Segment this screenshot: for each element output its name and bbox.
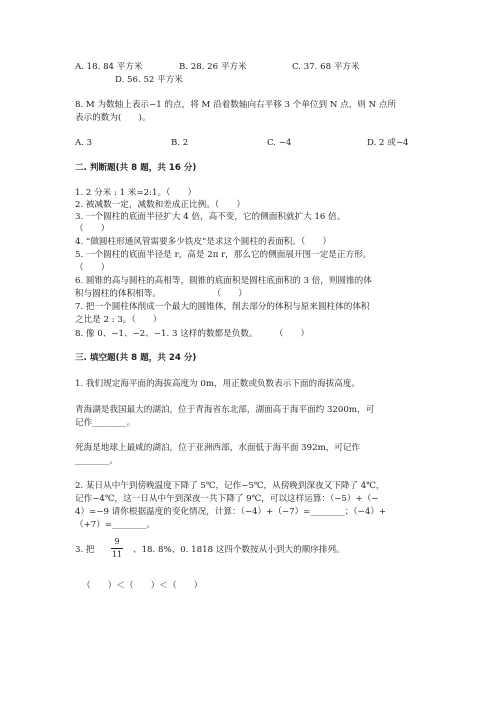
judge-item: 1. 2 分米 : 1 米=2:1。（ ）: [75, 188, 197, 198]
fill-question-1-part-1-blank: 记作________。: [75, 418, 136, 428]
option-b: B. 28. 26 平方米: [179, 62, 247, 72]
fill-question-3-prefix: 3. 把: [75, 545, 95, 555]
judge-item-cont: 之比是 2 : 3。（ ）: [75, 315, 162, 325]
judge-item: 2. 被减数一定，减数和差成正比例。（ ）: [75, 200, 245, 210]
judge-item: 8. 像 0、−1、−2、−1. 3 这样的数都是负数。 （ ）: [75, 329, 310, 339]
question-8-stem-cont: 表示的数为( )。: [75, 113, 151, 123]
fraction-numerator: 9: [114, 537, 120, 546]
section-title: 三. 填空题(共 8 题，共 24 分): [75, 353, 197, 363]
fill-question-1: 1. 我们规定海平面的海拔高度为 0m，用正数或负数表示下面的海拔高度。: [75, 379, 361, 389]
judge-item-bracket: （ ）: [75, 224, 110, 234]
option-b: B. 2: [171, 138, 189, 148]
judge-item-bracket: （ ）: [75, 263, 110, 273]
option-c: C. 37. 68 平方米: [292, 62, 360, 72]
fill-question-3-text: 、18. 8%、0. 1818 这四个数按从小到大的顺序排列。: [133, 545, 345, 555]
judge-item: 7. 把一个圆柱体削成一个最大的圆锥体，削去部分的体积与原来圆柱体的体积: [75, 302, 370, 312]
judge-item: 4. “做圆柱形通风管需要多少铁皮”是求这个圆柱的表面积。（ ）: [75, 237, 332, 247]
option-d: D. 56. 52 平方米: [115, 75, 183, 85]
option-d: D. 2 或−4: [367, 138, 409, 148]
option-a: A. 3: [75, 138, 93, 148]
fill-question-1-part-1: 青海湖是我国最大的湖泊，位于青海省东北部，湖面高于海平面约 3200m，可: [75, 405, 375, 415]
option-a: A. 18. 84 平方米: [75, 62, 143, 72]
fill-question-1-part-2-blank: ________。: [75, 456, 118, 466]
fill-question-2-line: （+7）=________。: [75, 520, 156, 530]
question-8-stem: 8. M 为数轴上表示−1 的点，将 M 沿着数轴向右平移 3 个单位到 N 点，则 N 点所: [75, 100, 397, 110]
fill-question-2: 2. 某日从中午到傍晚温度下降了 5℃，记作−5℃，从傍晚到深夜又下降了 4℃，: [75, 481, 385, 491]
fraction: [110, 537, 124, 560]
fill-question-2-line: 4）=−9 请你根据温度的变化情况，计算：（−4）+（−7）=________；（−4）+: [75, 507, 387, 517]
fill-question-1-part-2: 死海是地球上最咸的湖泊，位于亚洲西部，水面低于海平面 392m，可记作: [75, 443, 361, 453]
fraction-denominator: 11: [111, 550, 123, 559]
judge-item: 5. 一个圆柱的底面半径是 r，高是 2π r，那么它的侧面展开图一定是正方形。: [75, 250, 372, 260]
section-title: 二. 判断题(共 8 题，共 16 分): [75, 163, 197, 173]
fraction-bar: [111, 548, 123, 549]
fill-question-2-line: 记作−4℃，这一日从中午到深夜一共下降了 9℃，可以这样运算：（−5）+（−: [75, 494, 379, 504]
judge-item-cont: 积与圆柱的体积相等。 （ ）: [75, 289, 247, 299]
option-c: C. −4: [267, 138, 292, 148]
judge-item: 6. 圆锥的高与圆柱的高相等，圆锥的底面积是圆柱底面积的 3 倍，则圆锥的体: [75, 276, 372, 286]
fill-question-3-answer: （ ）＜（ ）＜（ ）: [82, 581, 203, 591]
judge-item: 3. 一个圆柱的底面半径扩大 4 倍，高不变，它的侧面积就扩大 16 倍。: [75, 212, 346, 222]
